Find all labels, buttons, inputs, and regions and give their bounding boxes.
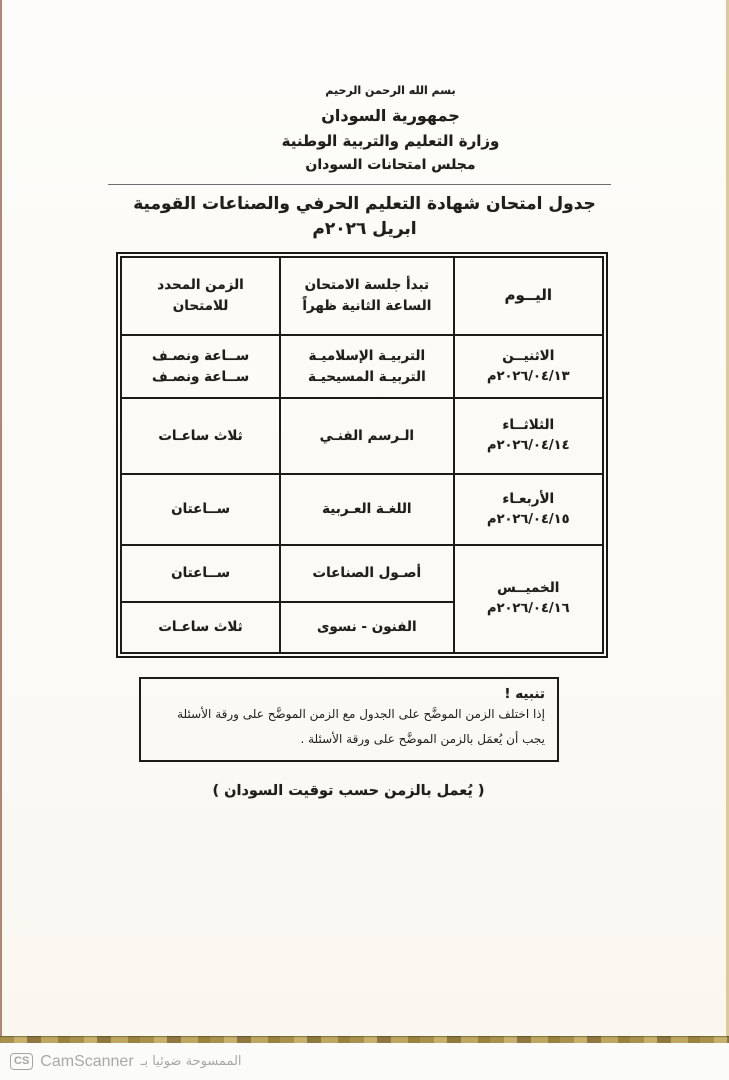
header-duration-line1: الزمن المحدد bbox=[157, 277, 244, 294]
duration-line: ســاعتان bbox=[171, 501, 230, 518]
cell-subject-wednesday bbox=[280, 474, 454, 545]
duration-line: ســاعتان bbox=[171, 565, 230, 582]
table-row-monday bbox=[121, 335, 603, 398]
header-session-line2: الساعة الثانية ظهراً bbox=[302, 298, 432, 314]
table-row-thursday-a bbox=[121, 545, 603, 602]
cell-subject-thursday-a bbox=[280, 545, 454, 602]
day-date: ٢٠٢٦/٠٤/١٥م bbox=[487, 511, 570, 527]
document-subtitle: ابريل ٢٠٢٦م bbox=[312, 219, 417, 239]
day-name: الاثنيــن bbox=[502, 347, 555, 364]
cell-day-wednesday bbox=[454, 474, 603, 545]
cell-day-thursday bbox=[454, 545, 603, 653]
scan-bottom-edge-strip bbox=[0, 1036, 729, 1043]
day-date: ٢٠٢٦/٠٤/١٤م bbox=[487, 438, 570, 454]
table-row-tuesday bbox=[121, 398, 603, 474]
cell-time-thursday-b bbox=[121, 602, 280, 653]
exam-schedule-table bbox=[120, 256, 604, 654]
cell-subject-tuesday bbox=[280, 398, 454, 474]
header-session-line1: تبدأ جلسة الامتحان bbox=[304, 277, 430, 294]
table-header-row bbox=[121, 257, 603, 335]
notice-text-line2: يجب أن يُعمَل بالزمن الموضَّح على ورقة الأسئلة . bbox=[300, 731, 545, 746]
camscanner-arabic-text: الممسوحة ضوئيا بـ bbox=[140, 1054, 242, 1069]
header-cell-day bbox=[454, 257, 603, 335]
duration-line: ثلاث ساعـات bbox=[158, 427, 243, 444]
duration-line: ســاعة ونصـف bbox=[151, 368, 250, 385]
ministry-name: وزارة التعليم والتربية الوطنية bbox=[281, 132, 500, 150]
cell-time-thursday-a bbox=[121, 545, 280, 602]
schedule-table-frame bbox=[116, 252, 608, 658]
header-cell-session bbox=[280, 257, 454, 335]
cell-day-monday bbox=[454, 335, 603, 398]
day-date: ٢٠٢٦/٠٤/١٦م bbox=[487, 601, 570, 617]
duration-line: ســاعة ونصـف bbox=[151, 347, 250, 364]
notice-heading: تنبيه ! bbox=[504, 686, 545, 702]
cell-time-wednesday bbox=[121, 474, 280, 545]
header-day-label: اليــوم bbox=[504, 286, 553, 305]
notice-text-line1: إذا اختلف الزمن الموضَّح على الجدول مع الزمن الموضَّح على ورقة الأسئلة bbox=[177, 707, 545, 721]
camscanner-brand-text: CamScanner bbox=[40, 1052, 134, 1070]
document-title: جدول امتحان شهادة التعليم الحرفي والصناعات القومية bbox=[133, 194, 596, 214]
subject-industry-fundamentals: أصـول الصناعات bbox=[312, 565, 422, 582]
bismillah-text: بسم الله الرحمن الرحيم bbox=[325, 84, 456, 97]
header-cell-duration bbox=[121, 257, 280, 335]
letterhead bbox=[26, 0, 729, 173]
day-date: ٢٠٢٦/٠٤/١٣م bbox=[487, 368, 570, 384]
council-name: مجلس امتحانات السودان bbox=[305, 157, 476, 173]
table-row-wednesday bbox=[121, 474, 603, 545]
timezone-note: ( يُعمل بالزمن حسب توقيت السودان ) bbox=[212, 783, 485, 800]
day-name: الأربعـاء bbox=[502, 490, 555, 507]
header-duration-line2: للامتحان bbox=[172, 298, 229, 314]
cell-time-monday bbox=[121, 335, 280, 398]
camscanner-watermark-bar bbox=[0, 1043, 729, 1080]
camscanner-icon: CS bbox=[10, 1053, 33, 1070]
subject-technical-drawing: الـرسم الفنـي bbox=[319, 427, 415, 444]
country-name: جمهورية السودان bbox=[321, 106, 460, 125]
subject-islamic-education: التربيـة الإسلاميـة bbox=[308, 347, 426, 364]
subject-arabic-language: اللغـة العـربية bbox=[322, 501, 412, 518]
header-divider-line bbox=[108, 184, 611, 185]
notice-box bbox=[139, 677, 559, 762]
cell-time-tuesday bbox=[121, 398, 280, 474]
day-name: الخميــس bbox=[497, 580, 560, 597]
cell-subject-monday bbox=[280, 335, 454, 398]
duration-line: ثلاث ساعـات bbox=[158, 619, 243, 636]
cell-subject-thursday-b bbox=[280, 602, 454, 653]
subject-christian-education: التربيـة المسيحيـة bbox=[307, 368, 426, 385]
day-name: الثلاثــاء bbox=[502, 417, 555, 434]
scan-edge-left bbox=[0, 0, 2, 1037]
cell-day-tuesday bbox=[454, 398, 603, 474]
subject-arts-women: الفنون - نسوى bbox=[317, 619, 417, 636]
